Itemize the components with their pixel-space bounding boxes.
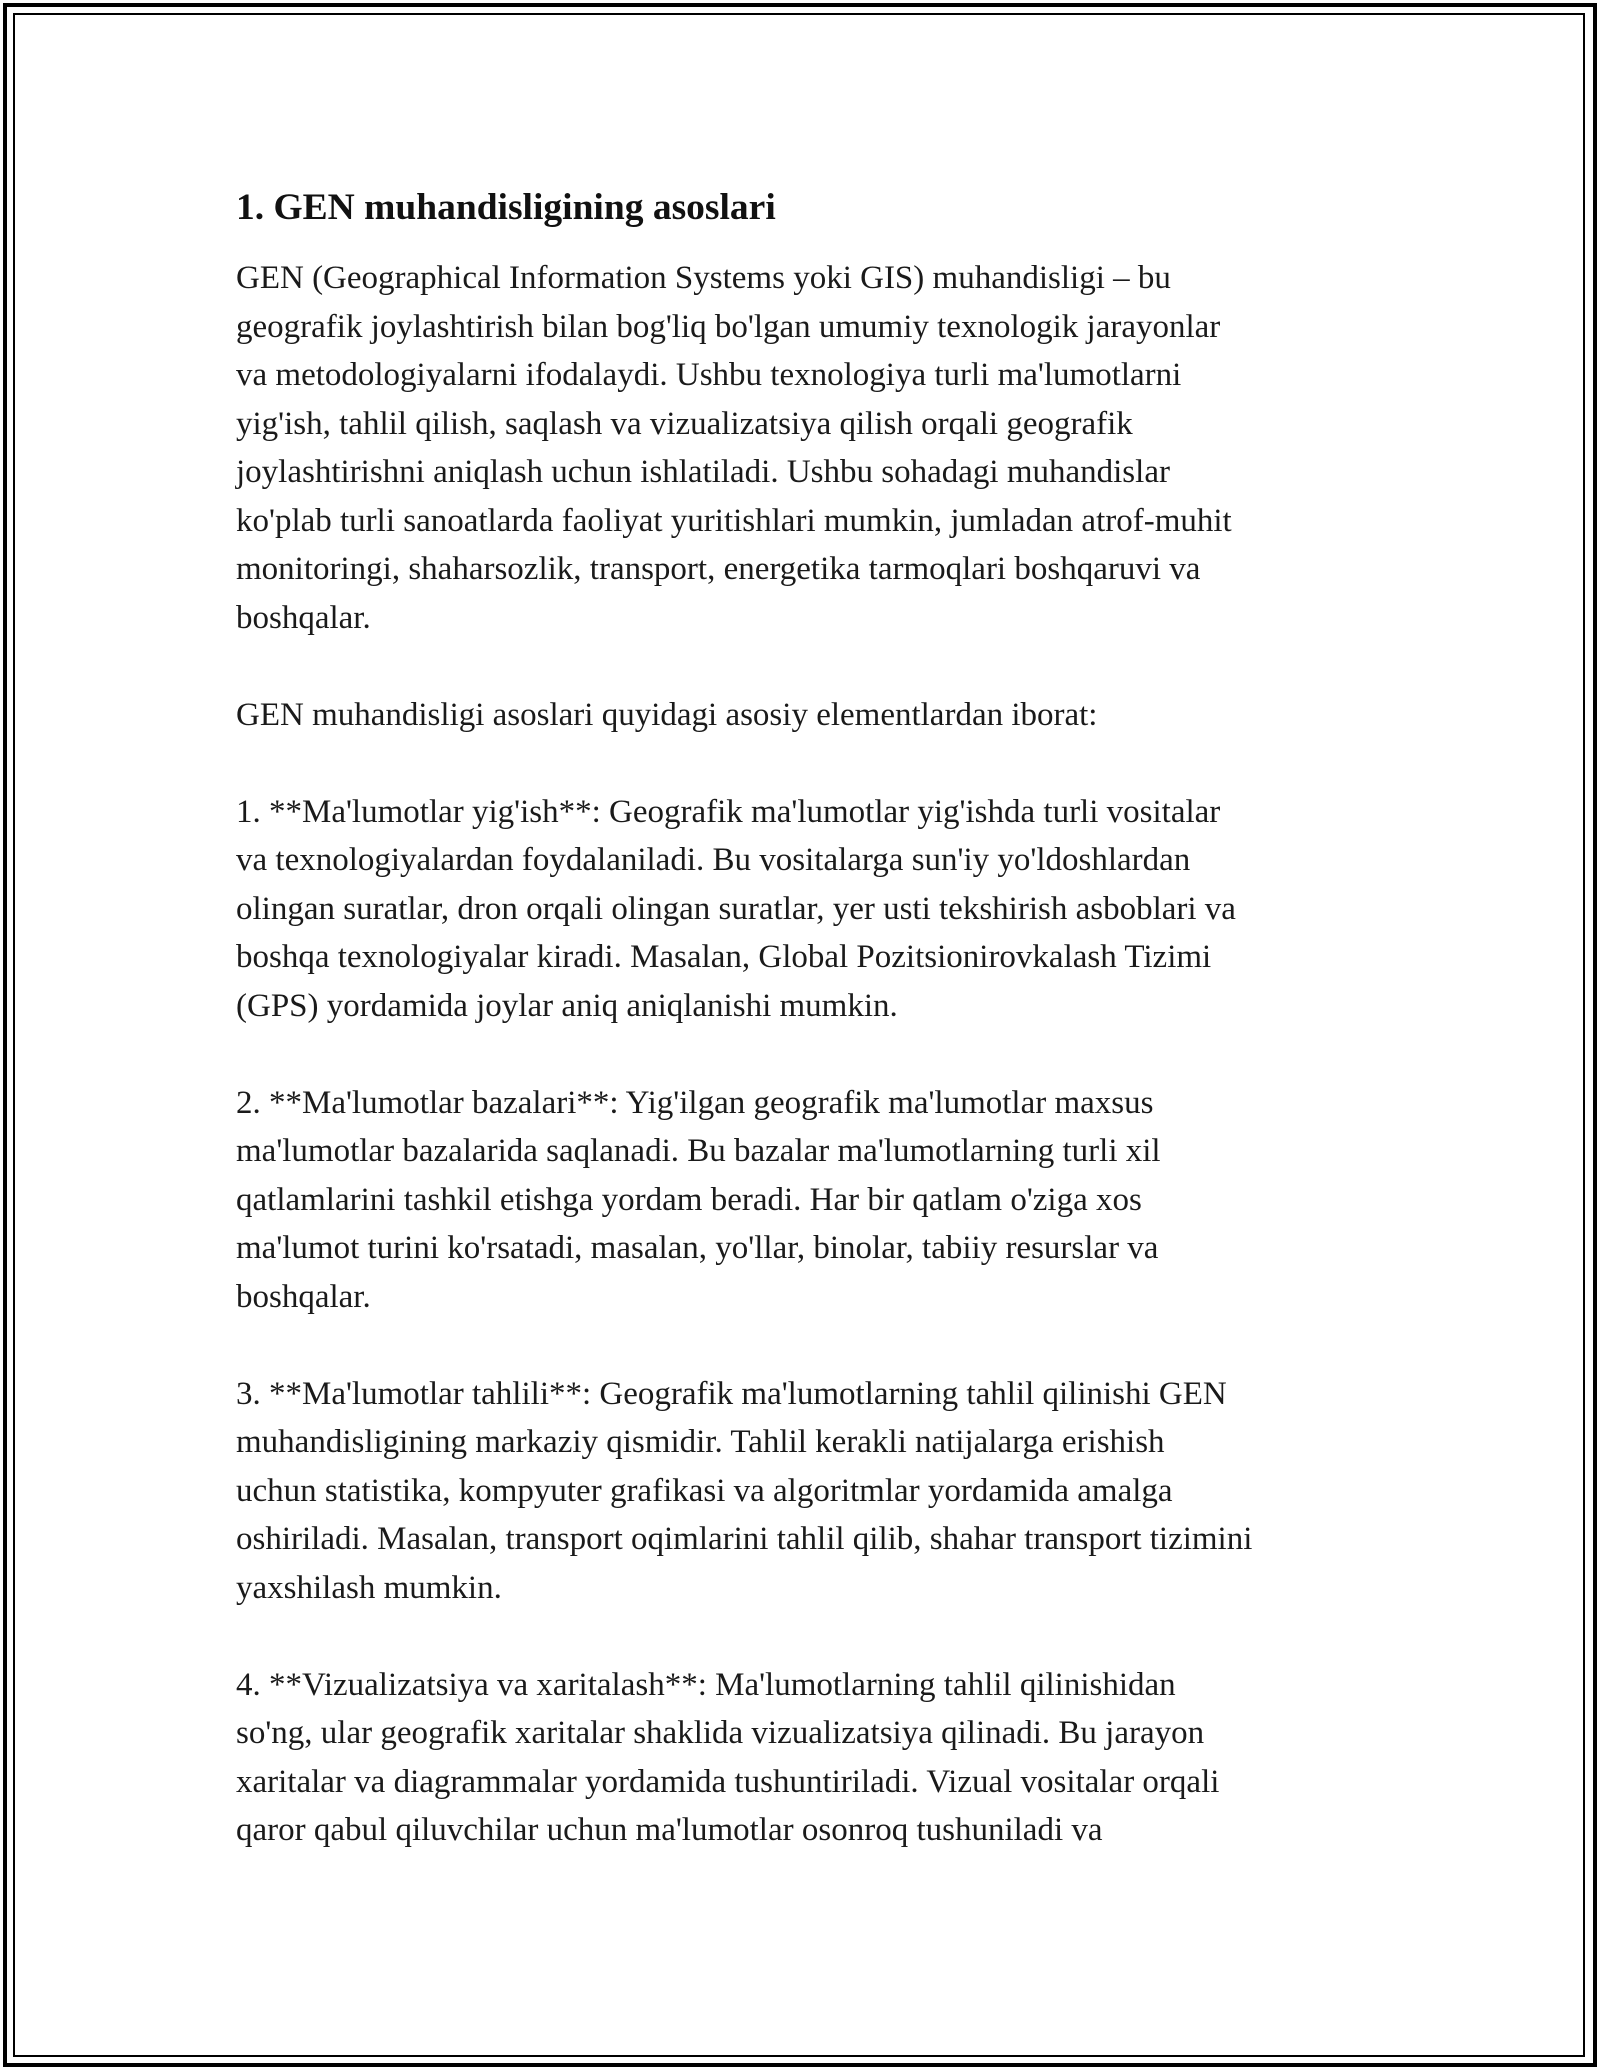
list-item-visualization: 4. **Vizualizatsiya va xaritalash**: Ma'lumotlarning tahlil qilinishidan so'ng, ular geografik xaritalar shaklida vizualizatsiya qilinadi. Bu jarayon xaritalar va diagrammalar yordamida tushuntiriladi. Vizual vositalar orqali qaror qabul qiluvchilar uchun ma'lumotlar osonroq tushuniladi va: [236, 1666, 1220, 1848]
list-item-databases: 2. **Ma'lumotlar bazalari**: Yig'ilgan geografik ma'lumotlar maxsus ma'lumotlar bazalarida saqlanadi. Bu bazalar ma'lumotlarning turli xil qatlamlarini tashkil etishga yordam beradi. Har bir qatlam o'ziga xos ma'lumot turini ko'rsatadi, masalan, yo'llar, binolar, tabiiy resurslar va boshqalar.: [236, 1084, 1161, 1315]
paragraph-elements-lead: GEN muhandisligi asoslari quyidagi asosiy elementlardan iborat:: [236, 696, 1098, 733]
list-item-data-collection: 1. **Ma'lumotlar yig'ish**: Geografik ma'lumotlar yig'ishda turli vositalar va texnologiyalardan foydalaniladi. Bu vositalarga sun'iy yo'ldoshlardan olingan suratlar, dron orqali olingan suratlar, yer usti tekshirish asboblari va boshqa texnologiyalar kiradi. Masalan, Global Pozitsionirovkalash Tizimi (GPS) yordamida joylar aniq aniqlanishi mumkin.: [236, 793, 1236, 1024]
paragraph-intro: GEN (Geographical Information Systems yoki GIS) muhandisligi – bu geografik joylashtirish bilan bog'liq bo'lgan umumiy texnologik jarayonlar va metodologiyalarni ifodalaydi. Ushbu texnologiya turli ma'lumotlarni yig'ish, tahlil qilish, saqlash va vizualizatsiya qilish orqali geografik joylashtirishni aniqlash uchun ishlatiladi. Ushbu sohadagi muhandislar ko'plab turli sanoatlarda faoliyat yuritishlari mumkin, jumladan atrof-muhit monitoringi, shaharsozlik, transport, energetika tarmoqlari boshqaruvi va boshqalar.: [236, 260, 1232, 636]
section-title: 1. GEN muhandisligining asoslari: [236, 187, 776, 228]
document-page: [236, 184, 1376, 1855]
list-item-data-analysis: 3. **Ma'lumotlar tahlili**: Geografik ma'lumotlarning tahlil qilinishi GEN muhandisligining markaziy qismidir. Tahlil kerakli natijalarga erishish uchun statistika, kompyuter grafikasi va algoritmlar yordamida amalga oshiriladi. Masalan, transport oqimlarini tahlil qilib, shahar transport tizimini yaxshilash mumkin.: [236, 1375, 1253, 1606]
